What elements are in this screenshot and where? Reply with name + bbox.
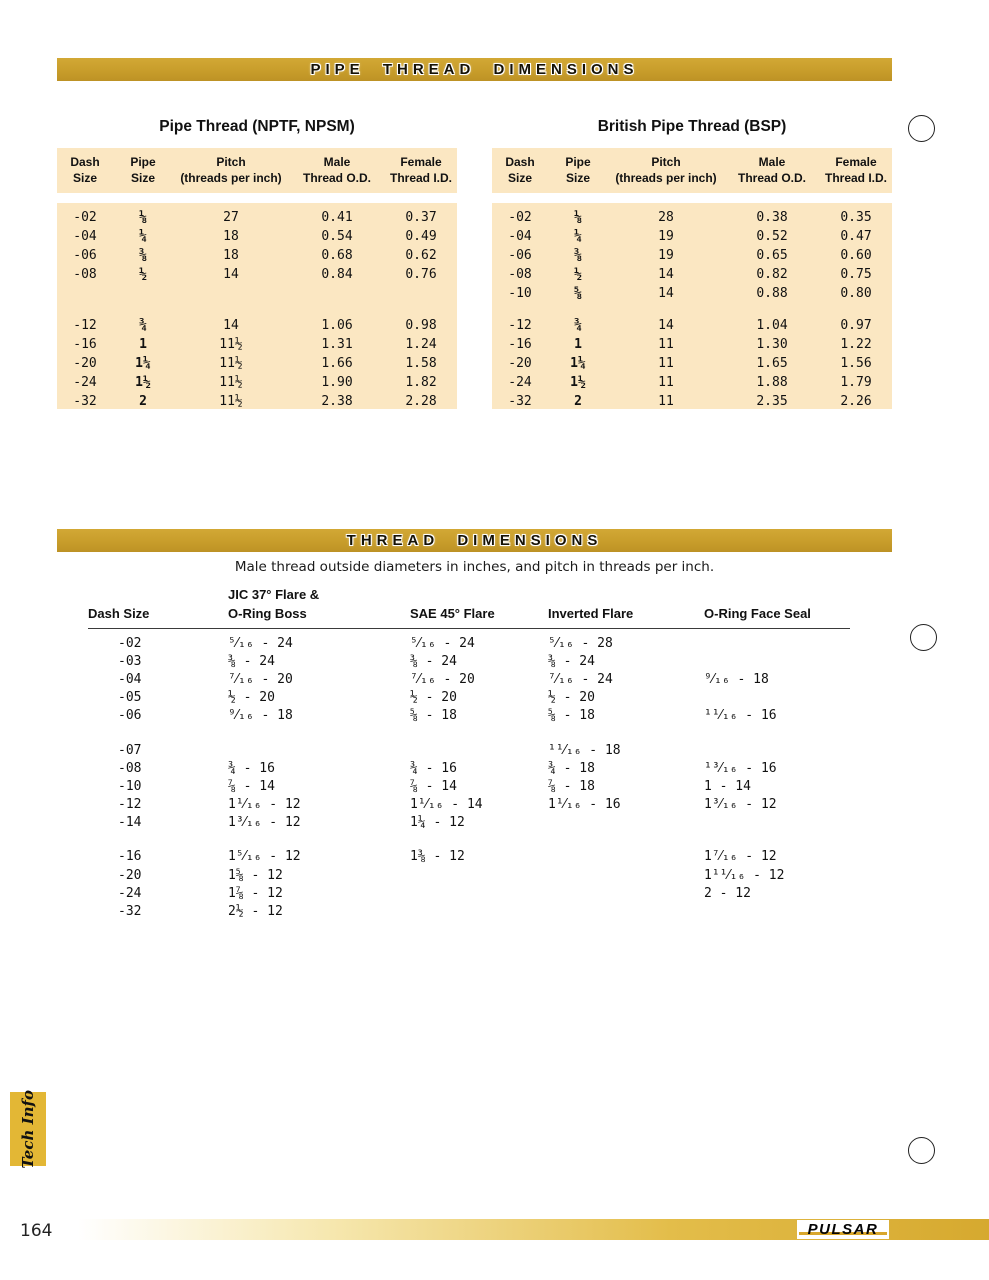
- table-cell: ¾: [139, 318, 147, 333]
- table-cell: 0.97: [840, 318, 872, 333]
- table-cell: 1.30: [756, 337, 788, 352]
- table-cell: 1.56: [840, 356, 872, 371]
- row-group: [57, 208, 457, 284]
- table-cell: ⅞ - 14: [410, 778, 457, 794]
- table-cell: 1⅞ - 12: [228, 885, 283, 901]
- table-cell: ⅝ - 18: [410, 708, 457, 724]
- column-header-oring-face-seal: O-Ring Face Seal: [704, 606, 811, 622]
- column-header-pitch: Pitch (threads per inch): [180, 154, 282, 185]
- table-cell: ½ - 20: [228, 690, 275, 706]
- table-cell: 11: [658, 394, 674, 409]
- table-cell: 0.84: [321, 267, 353, 282]
- tech-info-tab: [10, 1089, 46, 1169]
- row-group: [88, 634, 850, 725]
- thread-table-header: [88, 586, 850, 629]
- table-cell: ½ - 20: [410, 690, 457, 706]
- table-cell: -20: [73, 356, 97, 371]
- table-cell: 0.82: [756, 267, 788, 282]
- table-cell: 14: [223, 318, 239, 333]
- table-cell: -16: [118, 849, 142, 865]
- table-cell: 1.31: [321, 337, 353, 352]
- pulsar-logo-text: PULSAR: [807, 1221, 879, 1238]
- table-cell: ⅜ - 24: [548, 653, 595, 669]
- table-cell: 0.75: [840, 267, 872, 282]
- table-cell: 1.06: [321, 318, 353, 333]
- table-row: [57, 208, 457, 227]
- table-cell: -14: [118, 815, 142, 831]
- row-group: [57, 316, 457, 409]
- table-cell: -05: [118, 690, 142, 706]
- table-cell: 1³⁄₁₆ - 12: [704, 797, 777, 813]
- table-cell: ¾: [574, 318, 582, 333]
- thread-dimensions-subtitle: Male thread outside diameters in inches, and pitch in threads per inch.: [234, 559, 715, 575]
- table-cell: ⁵⁄₁₆ - 28: [548, 635, 613, 651]
- table-cell: ⅝ - 18: [548, 708, 595, 724]
- table-cell: 0.88: [756, 286, 788, 301]
- thread-table-body: [88, 634, 850, 921]
- table-cell: 11½: [219, 356, 243, 371]
- column-header-dash-size: Dash Size: [505, 154, 535, 185]
- table-cell: -24: [508, 375, 532, 390]
- thread-dimensions-section-title: THREAD DIMENSIONS: [346, 532, 603, 549]
- table-cell: 14: [658, 286, 674, 301]
- table-cell: 1: [139, 337, 147, 352]
- table-cell: 2: [139, 394, 147, 409]
- table-cell: 0.41: [321, 210, 353, 225]
- table-cell: 0.80: [840, 286, 872, 301]
- table-row: [88, 741, 850, 759]
- table-cell: -10: [508, 286, 532, 301]
- table-cell: 1½: [570, 375, 586, 390]
- table-row: [88, 707, 850, 725]
- binder-hole-icon: [908, 1137, 935, 1164]
- table-cell: 11½: [219, 375, 243, 390]
- table-row: [492, 373, 892, 392]
- table-row: [492, 316, 892, 335]
- table-cell: -06: [508, 248, 532, 263]
- table-row: [492, 208, 892, 227]
- table-cell: ½ - 20: [548, 690, 595, 706]
- table-cell: 14: [658, 318, 674, 333]
- table-cell: ⅞ - 14: [228, 778, 275, 794]
- table-cell: 11½: [219, 394, 243, 409]
- table-cell: -12: [118, 797, 142, 813]
- table-cell: 11: [658, 375, 674, 390]
- thread-dimensions-section-bar: [57, 529, 892, 552]
- table-row: [88, 848, 850, 866]
- table-cell: -32: [508, 394, 532, 409]
- table-row: [88, 670, 850, 688]
- table-cell: 1.88: [756, 375, 788, 390]
- table-row: [57, 246, 457, 265]
- table-cell: 2.28: [405, 394, 437, 409]
- table-cell: -08: [508, 267, 532, 282]
- table-cell: ⁷⁄₁₆ - 20: [228, 671, 293, 687]
- table-cell: 1.22: [840, 337, 872, 352]
- table-row: [88, 814, 850, 832]
- table-cell: -03: [118, 653, 142, 669]
- table-cell: ⅜: [139, 248, 147, 263]
- table-cell: 28: [658, 210, 674, 225]
- table-cell: 1¼: [570, 356, 586, 371]
- table-cell: 0.76: [405, 267, 437, 282]
- binder-hole-icon: [910, 624, 937, 651]
- table-cell: ½: [574, 267, 582, 282]
- binder-hole-icon: [908, 115, 935, 142]
- table-row: [88, 759, 850, 777]
- table-cell: ⅜: [574, 248, 582, 263]
- column-header-male-od: Male Thread O.D.: [737, 154, 806, 185]
- table-cell: 1¹⁄₁₆ - 16: [548, 797, 621, 813]
- table-cell: 1½: [135, 375, 151, 390]
- table-cell: 1¼: [135, 356, 151, 371]
- table-cell: 1.90: [321, 375, 353, 390]
- column-header-pipe-size: Pipe Size: [130, 154, 156, 185]
- column-header-male-od: Male Thread O.D.: [302, 154, 371, 185]
- table-cell: 18: [223, 229, 239, 244]
- table-cell: 1.58: [405, 356, 437, 371]
- table-cell: 2.35: [756, 394, 788, 409]
- table-row: [88, 796, 850, 814]
- table-cell: -16: [73, 337, 97, 352]
- table-row: [492, 284, 892, 303]
- table-cell: ⅜ - 24: [410, 653, 457, 669]
- column-header-jic-oring-boss: JIC 37° Flare & O-Ring Boss: [228, 587, 320, 622]
- table-cell: -06: [73, 248, 97, 263]
- bsp-table-body: [492, 203, 892, 409]
- table-row: [57, 392, 457, 409]
- table-cell: ¼: [574, 229, 582, 244]
- column-header-inverted-flare: Inverted Flare: [548, 606, 634, 622]
- table-cell: -16: [508, 337, 532, 352]
- table-cell: 2.26: [840, 394, 872, 409]
- table-cell: -12: [73, 318, 97, 333]
- nptf-table-body: [57, 203, 457, 409]
- table-cell: 19: [658, 248, 674, 263]
- table-cell: ⅜ - 24: [228, 653, 275, 669]
- table-cell: 1.65: [756, 356, 788, 371]
- table-cell: -08: [118, 760, 142, 776]
- table-row: [492, 354, 892, 373]
- table-cell: -20: [118, 867, 142, 883]
- table-row: [492, 335, 892, 354]
- tech-info-tab-label: Tech Info: [19, 1089, 37, 1169]
- page-number: 164: [20, 1221, 53, 1241]
- table-cell: 1⅝ - 12: [228, 867, 283, 883]
- table-cell: 11: [658, 337, 674, 352]
- table-cell: -02: [508, 210, 532, 225]
- table-cell: ⅛: [574, 210, 582, 225]
- table-cell: ⅞ - 18: [548, 778, 595, 794]
- table-cell: 0.62: [405, 248, 437, 263]
- pipe-thread-section-title: PIPE THREAD DIMENSIONS: [310, 61, 639, 78]
- table-cell: 1.04: [756, 318, 788, 333]
- table-cell: ¹³⁄₁₆ - 16: [704, 760, 777, 776]
- table-cell: 2.38: [321, 394, 353, 409]
- table-row: [492, 392, 892, 409]
- table-cell: -04: [73, 229, 97, 244]
- table-cell: 0.35: [840, 210, 872, 225]
- table-cell: 0.47: [840, 229, 872, 244]
- table-cell: 0.68: [321, 248, 353, 263]
- pulsar-logo: [797, 1220, 889, 1239]
- row-group: [492, 316, 892, 409]
- table-cell: 1.24: [405, 337, 437, 352]
- table-cell: 0.37: [405, 210, 437, 225]
- table-cell: ⁵⁄₁₆ - 24: [228, 635, 293, 651]
- table-cell: 0.98: [405, 318, 437, 333]
- table-cell: -02: [73, 210, 97, 225]
- table-cell: 2½ - 12: [228, 904, 283, 920]
- table-cell: -24: [73, 375, 97, 390]
- table-cell: 1.79: [840, 375, 872, 390]
- table-cell: -32: [73, 394, 97, 409]
- bsp-table: [492, 118, 892, 409]
- table-row: [57, 316, 457, 335]
- table-cell: 1⁷⁄₁₆ - 12: [704, 849, 777, 865]
- table-row: [88, 777, 850, 795]
- table-cell: ¾ - 16: [410, 760, 457, 776]
- table-cell: 1⅜ - 12: [410, 849, 465, 865]
- table-cell: 2 - 12: [704, 885, 751, 901]
- table-row: [492, 265, 892, 284]
- table-cell: ¼: [139, 229, 147, 244]
- table-row: [57, 265, 457, 284]
- table-row: [88, 866, 850, 884]
- row-group: [492, 208, 892, 303]
- table-cell: 0.52: [756, 229, 788, 244]
- pipe-thread-section-bar: [57, 58, 892, 81]
- table-cell: 27: [223, 210, 239, 225]
- table-cell: ¹¹⁄₁₆ - 16: [704, 708, 777, 724]
- table-row: [88, 652, 850, 670]
- table-cell: 1¼ - 12: [410, 815, 465, 831]
- table-cell: 18: [223, 248, 239, 263]
- table-row: [88, 902, 850, 920]
- table-cell: 1⁵⁄₁₆ - 12: [228, 849, 301, 865]
- table-row: [57, 335, 457, 354]
- table-cell: -12: [508, 318, 532, 333]
- table-row: [57, 227, 457, 246]
- table-cell: 0.54: [321, 229, 353, 244]
- row-group: [88, 741, 850, 832]
- table-row: [57, 354, 457, 373]
- table-cell: ½: [139, 267, 147, 282]
- table-cell: 1: [574, 337, 582, 352]
- table-cell: ¾ - 18: [548, 760, 595, 776]
- table-cell: 14: [223, 267, 239, 282]
- table-row: [88, 689, 850, 707]
- table-cell: -08: [73, 267, 97, 282]
- table-cell: 14: [658, 267, 674, 282]
- column-header-pitch: Pitch (threads per inch): [615, 154, 717, 185]
- table-cell: ⁷⁄₁₆ - 20: [410, 671, 475, 687]
- table-cell: 2: [574, 394, 582, 409]
- table-cell: -10: [118, 778, 142, 794]
- table-cell: ⁷⁄₁₆ - 24: [548, 671, 613, 687]
- table-row: [492, 227, 892, 246]
- table-cell: 1.66: [321, 356, 353, 371]
- table-cell: ⅛: [139, 210, 147, 225]
- table-cell: 1³⁄₁₆ - 12: [228, 815, 301, 831]
- table-cell: 0.49: [405, 229, 437, 244]
- table-cell: 1¹⁄₁₆ - 14: [410, 797, 483, 813]
- table-cell: -24: [118, 885, 142, 901]
- table-cell: -20: [508, 356, 532, 371]
- table-cell: 1¹¹⁄₁₆ - 12: [704, 867, 785, 883]
- table-cell: 1.82: [405, 375, 437, 390]
- table-cell: -07: [118, 742, 142, 758]
- table-cell: 11½: [219, 337, 243, 352]
- table-row: [57, 373, 457, 392]
- table-cell: -04: [508, 229, 532, 244]
- table-cell: ¾ - 16: [228, 760, 275, 776]
- nptf-table-header: [57, 148, 457, 193]
- nptf-table-title: Pipe Thread (NPTF, NPSM): [159, 118, 355, 135]
- table-cell: -06: [118, 708, 142, 724]
- table-cell: ¹¹⁄₁₆ - 18: [548, 742, 621, 758]
- table-cell: 11: [658, 356, 674, 371]
- column-header-sae-flare: SAE 45° Flare: [410, 606, 495, 622]
- bsp-table-header: [492, 148, 892, 193]
- table-cell: 19: [658, 229, 674, 244]
- table-cell: ⅝: [574, 286, 582, 301]
- table-cell: -32: [118, 904, 142, 920]
- row-group: [88, 848, 850, 921]
- table-cell: ⁵⁄₁₆ - 24: [410, 635, 475, 651]
- nptf-npsm-table: [57, 118, 457, 409]
- column-header-pipe-size: Pipe Size: [565, 154, 591, 185]
- column-header-female-id: Female Thread I.D.: [389, 154, 452, 185]
- table-cell: 0.60: [840, 248, 872, 263]
- table-cell: 1 - 14: [704, 778, 751, 794]
- table-row: [88, 884, 850, 902]
- column-header-dash-size: Dash Size: [88, 606, 150, 622]
- table-cell: 0.65: [756, 248, 788, 263]
- bsp-table-title: British Pipe Thread (BSP): [597, 118, 787, 135]
- table-cell: -02: [118, 635, 142, 651]
- column-header-female-id: Female Thread I.D.: [824, 154, 887, 185]
- table-cell: ⁹⁄₁₆ - 18: [704, 671, 769, 687]
- column-header-dash-size: Dash Size: [70, 154, 100, 185]
- table-cell: -04: [118, 671, 142, 687]
- table-cell: 1¹⁄₁₆ - 12: [228, 797, 301, 813]
- table-row: [492, 246, 892, 265]
- table-cell: 0.38: [756, 210, 788, 225]
- table-cell: ⁹⁄₁₆ - 18: [228, 708, 293, 724]
- table-row: [88, 634, 850, 652]
